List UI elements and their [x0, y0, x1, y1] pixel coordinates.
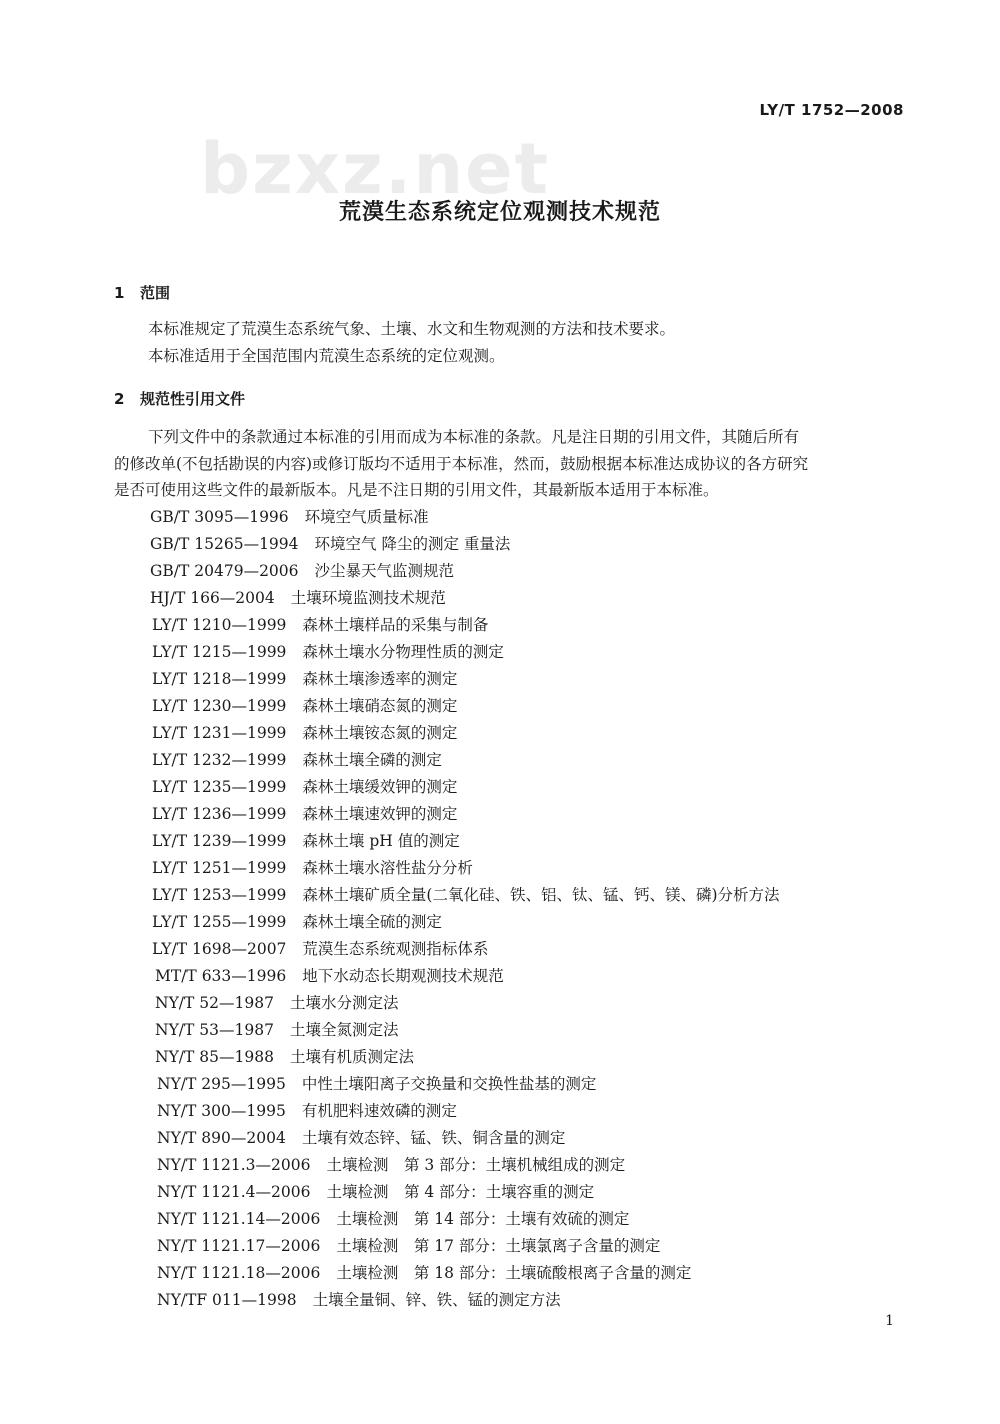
- reference-title: 森林土壤全硫的测定: [302, 913, 442, 931]
- reference-item: [157, 1099, 457, 1121]
- intro-line: 下列文件中的条款通过本标准的引用而成为本标准的条款。凡是注日期的引用文件，其随后所有: [148, 428, 800, 446]
- reference-code: NY/T 53—1987: [155, 1021, 274, 1039]
- reference-title: 土壤有效态锌、锰、铁、铜含量的测定: [301, 1129, 566, 1147]
- reference-item: [155, 964, 504, 986]
- reference-code: LY/T 1230—1999: [152, 697, 287, 715]
- watermark: bzxz.net: [200, 128, 551, 210]
- intro-line: 是否可使用这些文件的最新版本。凡是不注日期的引用文件，其最新版本适用于本标准。: [114, 481, 719, 499]
- reference-item: [152, 829, 460, 851]
- reference-title: 森林土壤速效钾的测定: [302, 805, 458, 823]
- page-number: 1: [885, 1313, 894, 1329]
- reference-title: 土壤全氮测定法: [289, 1021, 399, 1039]
- scope-paragraph-1: 本标准规定了荒漠生态系统气象、土壤、水文和生物观测的方法和技术要求。: [148, 320, 676, 338]
- reference-item: [152, 802, 457, 824]
- reference-code: NY/T 1121.4—2006: [157, 1183, 311, 1201]
- reference-code: LY/T 1235—1999: [152, 778, 287, 796]
- reference-code: NY/T 1121.17—2006: [157, 1237, 321, 1255]
- reference-code: NY/T 295—1995: [157, 1075, 286, 1093]
- section-title: 范围: [140, 284, 171, 302]
- reference-item: [152, 613, 488, 635]
- reference-item: [157, 1261, 691, 1283]
- reference-code: LY/T 1210—1999: [152, 616, 287, 634]
- reference-item: [152, 694, 457, 716]
- reference-item: [157, 1126, 565, 1148]
- reference-title: 土壤有机质测定法: [289, 1048, 414, 1066]
- reference-title: 森林土壤硝态氮的测定: [302, 697, 458, 715]
- reference-code: GB/T 15265—1994: [150, 535, 299, 553]
- reference-code: GB/T 3095—1996: [150, 508, 289, 526]
- reference-item: [155, 991, 398, 1013]
- reference-title: 土壤检测 第 4 部分：土壤容重的测定: [326, 1183, 595, 1201]
- reference-item: [157, 1234, 660, 1256]
- reference-code: NY/T 1121.3—2006: [157, 1156, 311, 1174]
- reference-title: 土壤检测 第 17 部分：土壤氯离子含量的测定: [336, 1237, 661, 1255]
- reference-title: 中性土壤阳离子交换量和交换性盐基的测定: [301, 1075, 597, 1093]
- reference-title: 土壤检测 第 18 部分：土壤硫酸根离子含量的测定: [336, 1264, 692, 1282]
- reference-item: [155, 1045, 414, 1067]
- reference-item: [150, 559, 454, 581]
- reference-code: NY/T 1121.18—2006: [157, 1264, 321, 1282]
- section-title: 规范性引用文件: [140, 390, 246, 408]
- reference-item: [152, 883, 780, 905]
- reference-code: NY/T 52—1987: [155, 994, 274, 1012]
- reference-title: 森林土壤矿质全量(二氧化硅、铁、铝、钛、锰、钙、镁、磷)分析方法: [302, 886, 780, 904]
- reference-item: [152, 640, 504, 662]
- reference-title: 森林土壤样品的采集与制备: [302, 616, 489, 634]
- reference-title: 森林土壤缓效钾的测定: [302, 778, 458, 796]
- reference-code: NY/T 1121.14—2006: [157, 1210, 321, 1228]
- reference-title: 土壤水分测定法: [289, 994, 399, 1012]
- reference-title: 土壤检测 第 3 部分：土壤机械组成的测定: [326, 1156, 626, 1174]
- reference-title: 有机肥料速效磷的测定: [301, 1102, 457, 1120]
- document-title: 荒漠生态系统定位观测技术规范: [338, 200, 661, 225]
- reference-code: LY/T 1698—2007: [152, 940, 287, 958]
- reference-title: 森林土壤全磷的测定: [302, 751, 442, 769]
- reference-item: [152, 721, 457, 743]
- reference-code: MT/T 633—1996: [155, 967, 287, 985]
- reference-item: [157, 1288, 561, 1310]
- reference-item: [150, 505, 429, 527]
- reference-code: LY/T 1232—1999: [152, 751, 287, 769]
- section-number: 1: [114, 284, 125, 302]
- reference-title: 森林土壤渗透率的测定: [302, 670, 458, 688]
- reference-title: 荒漠生态系统观测指标体系: [302, 940, 489, 958]
- section-number: 2: [114, 390, 125, 408]
- reference-code: LY/T 1215—1999: [152, 643, 287, 661]
- reference-title: 地下水动态长期观测技术规范: [302, 967, 504, 985]
- references-intro: [114, 424, 904, 504]
- reference-code: LY/T 1253—1999: [152, 886, 287, 904]
- reference-code: LY/T 1255—1999: [152, 913, 287, 931]
- reference-title: 环境空气质量标准: [304, 508, 429, 526]
- reference-item: [157, 1072, 596, 1094]
- reference-title: 森林土壤铵态氮的测定: [302, 724, 458, 742]
- reference-code: NY/T 300—1995: [157, 1102, 286, 1120]
- reference-code: LY/T 1218—1999: [152, 670, 287, 688]
- reference-code: HJ/T 166—2004: [150, 589, 275, 607]
- reference-title: 土壤检测 第 14 部分：土壤有效硫的测定: [336, 1210, 630, 1228]
- standard-code: LY/T 1752—2008: [759, 101, 904, 119]
- reference-item: [155, 1018, 398, 1040]
- reference-item: [150, 532, 510, 554]
- section-2-heading: [114, 388, 245, 409]
- reference-item: [152, 910, 442, 932]
- reference-item: [157, 1153, 625, 1175]
- reference-title: 环境空气 降尘的测定 重量法: [314, 535, 511, 553]
- section-1-heading: [114, 282, 170, 303]
- reference-code: GB/T 20479—2006: [150, 562, 299, 580]
- reference-title: 森林土壤水溶性盐分分析: [302, 859, 473, 877]
- reference-code: LY/T 1239—1999: [152, 832, 287, 850]
- reference-title: 土壤全量铜、锌、铁、锰的测定方法: [312, 1291, 561, 1309]
- reference-title: 土壤环境监测技术规范: [290, 589, 446, 607]
- reference-item: [150, 586, 446, 608]
- reference-title: 沙尘暴天气监测规范: [314, 562, 455, 580]
- reference-code: LY/T 1231—1999: [152, 724, 287, 742]
- reference-title: 森林土壤 pH 值的测定: [302, 832, 460, 850]
- reference-code: NY/T 890—2004: [157, 1129, 286, 1147]
- reference-item: [157, 1180, 594, 1202]
- reference-item: [152, 775, 457, 797]
- reference-item: [152, 937, 488, 959]
- reference-code: NY/T 85—1988: [155, 1048, 274, 1066]
- reference-item: [152, 667, 457, 689]
- reference-item: [152, 856, 473, 878]
- reference-item: [157, 1207, 629, 1229]
- intro-line: 的修改单(不包括勘误的内容)或修订版均不适用于本标准，然而，鼓励根据本标准达成协议的各方研究: [114, 454, 809, 473]
- reference-title: 森林土壤水分物理性质的测定: [302, 643, 504, 661]
- reference-code: LY/T 1251—1999: [152, 859, 287, 877]
- reference-code: LY/T 1236—1999: [152, 805, 287, 823]
- scope-paragraph-2: 本标准适用于全国范围内荒漠生态系统的定位观测。: [148, 347, 505, 365]
- reference-item: [152, 748, 442, 770]
- reference-code: NY/TF 011—1998: [157, 1291, 297, 1309]
